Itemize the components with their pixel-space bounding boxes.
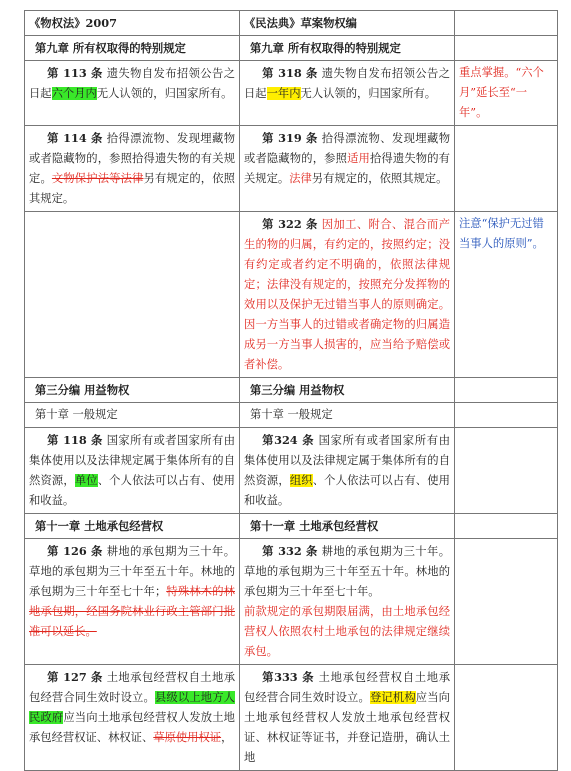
article-text: ， [221, 731, 233, 744]
article-number: 第 114 条 [47, 131, 103, 145]
article-number: 第 118 条 [47, 433, 103, 447]
article-118-old [25, 428, 240, 514]
article-text: 无人认领的，归国家所有。 [96, 87, 233, 100]
article-text: 无人认领的，归国家所有。 [300, 87, 437, 100]
article-text: 遗失物自发布招领公告之日起 [244, 67, 451, 100]
article-text: 国家所有或者国家所有由集体使用以及法律规定属于集体所有的自然资源， [244, 434, 451, 487]
chapter-heading-right: 第十一章 土地承包经营权 [240, 514, 455, 539]
section-row-part3 [25, 378, 558, 403]
empty-cell [455, 126, 558, 212]
article-number: 第333 条 [262, 670, 315, 684]
part-heading-left: 第三分编 用益物权 [25, 378, 240, 403]
article-126-old [25, 539, 240, 665]
article-332-new [240, 539, 455, 665]
section-row-ch10 [25, 403, 558, 428]
article-319-new [240, 126, 455, 212]
article-number: 第 318 条 [262, 66, 318, 80]
empty-cell [455, 378, 558, 403]
article-text: 耕地的承包期为三十年。草地的承包期为三十年至五十年。林地的承包期为三十年至七十年。 [244, 545, 451, 598]
article-row-118 [25, 428, 558, 514]
comparison-page [24, 10, 557, 771]
article-127-old [25, 665, 240, 771]
article-row-113 [25, 61, 558, 126]
article-text: 应当向土地承包经营权人发放土地承包经营权证、林权证、 [29, 711, 235, 744]
part-heading-right: 第三分编 用益物权 [240, 378, 455, 403]
chapter-heading-right: 第九章 所有权取得的特别规定 [240, 36, 455, 61]
added-text: 因加工、附合、混合而产生的物的归属，有约定的，按照约定；没有约定或者约定不明确的，依照法律规定；法律没有规定的，按照充分发挥物的效用以及保护无过错当事人的原则确定。因一方当事人的过错或者确定物的归属造成另一方当事人损害的，应当给予赔偿或者补偿。 [244, 218, 451, 371]
article-text: 耕地的承包期为三十年。草地的承包期为三十年至五十年。林地的承包期为三十年至七十年； [29, 545, 236, 598]
highlighted-term: 一年内 [266, 87, 301, 100]
article-text: 拾得遗失物的有关规定。 [244, 152, 450, 185]
article-row-322 [25, 212, 558, 378]
empty-cell [455, 428, 558, 514]
article-text: 拾得漂流物、发现埋藏物或者隐藏物的，参照拾得遗失物的有关规定。 [29, 132, 236, 185]
article-number: 第 127 条 [47, 670, 103, 684]
article-113-old [25, 61, 240, 126]
article-text: 、个人依法可以占有、使用和收益。 [29, 474, 235, 507]
added-text: 前款规定的承包期限届满，由土地承包经营权人依照农村土地承包的法律规定继续承包。 [244, 605, 450, 658]
article-text: 国家所有或者国家所有由集体使用以及法律规定属于集体所有的自然资源， [29, 434, 236, 487]
article-number: 第 332 条 [262, 544, 318, 558]
chapter-heading-left: 第九章 所有权取得的特别规定 [25, 36, 240, 61]
article-318-new [240, 61, 455, 126]
article-text: 土地承包经营权自土地承包经营合同生效时设立。 [29, 671, 236, 704]
article-114-old [25, 126, 240, 212]
added-text: 适用 [347, 152, 370, 165]
header-col2: 《民法典》草案物权编 [240, 11, 455, 36]
section-row-ch11 [25, 514, 558, 539]
note-cell: 重点掌握。“六个月”延长至“一年”。 [455, 61, 558, 126]
deleted-text: 特殊林木的林地承包期，经国务院林业行政主管部门批准可以延长。 [29, 585, 235, 638]
highlighted-term: 组织 [289, 474, 313, 487]
empty-cell [455, 539, 558, 665]
comparison-table [24, 10, 558, 771]
article-row-126 [25, 539, 558, 665]
empty-cell [455, 36, 558, 61]
header-col1: 《物权法》2007 [25, 11, 240, 36]
article-text: 遗失物自发布招领公告之日起 [29, 67, 236, 100]
note-cell: 注意“保护无过错当事人的原则”。 [455, 212, 558, 378]
article-333-new [240, 665, 455, 771]
empty-cell [455, 665, 558, 771]
header-row [25, 11, 558, 36]
empty-cell [455, 403, 558, 428]
added-text: 法律 [289, 172, 312, 185]
empty-cell [455, 514, 558, 539]
article-row-114 [25, 126, 558, 212]
article-number: 第324 条 [262, 433, 315, 447]
section-row-ch9 [25, 36, 558, 61]
article-text: 另有规定的，依照其规定。 [311, 172, 448, 185]
article-number: 第 319 条 [262, 131, 318, 145]
article-text: 拾得漂流物、发现埋藏物或者隐藏物的，参照 [244, 132, 451, 165]
chapter-heading-left: 第十一章 土地承包经营权 [25, 514, 240, 539]
article-text: 应当向土地承包经营权人发放土地承包经营权证、林权证等证书，并登记造册，确认土 地 [244, 691, 450, 764]
article-324-new [240, 428, 455, 514]
deleted-text: 文物保护法等法律 [51, 172, 144, 185]
article-322-new [240, 212, 455, 378]
highlighted-term: 六个月内 [51, 87, 97, 100]
article-text: 另有规定的，依照其规定。 [29, 172, 235, 205]
header-col3 [455, 11, 558, 36]
article-number: 第 322 条 [262, 217, 318, 231]
article-text: 土地承包经营权自土地承包经营合同生效时设立。 [244, 671, 451, 704]
highlighted-term: 县级以上地方人民政府 [29, 691, 235, 724]
chapter-heading-left: 第十章 一般规定 [25, 403, 240, 428]
highlighted-term: 单位 [74, 474, 98, 487]
article-number: 第 126 条 [47, 544, 103, 558]
highlighted-term: 登记机构 [369, 691, 416, 704]
deleted-text: 草原使用权证 [153, 731, 222, 744]
empty-cell [25, 212, 240, 378]
article-text: 、个人依法可以占有、使用和收益。 [244, 474, 450, 507]
article-number: 第 113 条 [47, 66, 103, 80]
article-row-127 [25, 665, 558, 771]
chapter-heading-right: 第十章 一般规定 [240, 403, 455, 428]
